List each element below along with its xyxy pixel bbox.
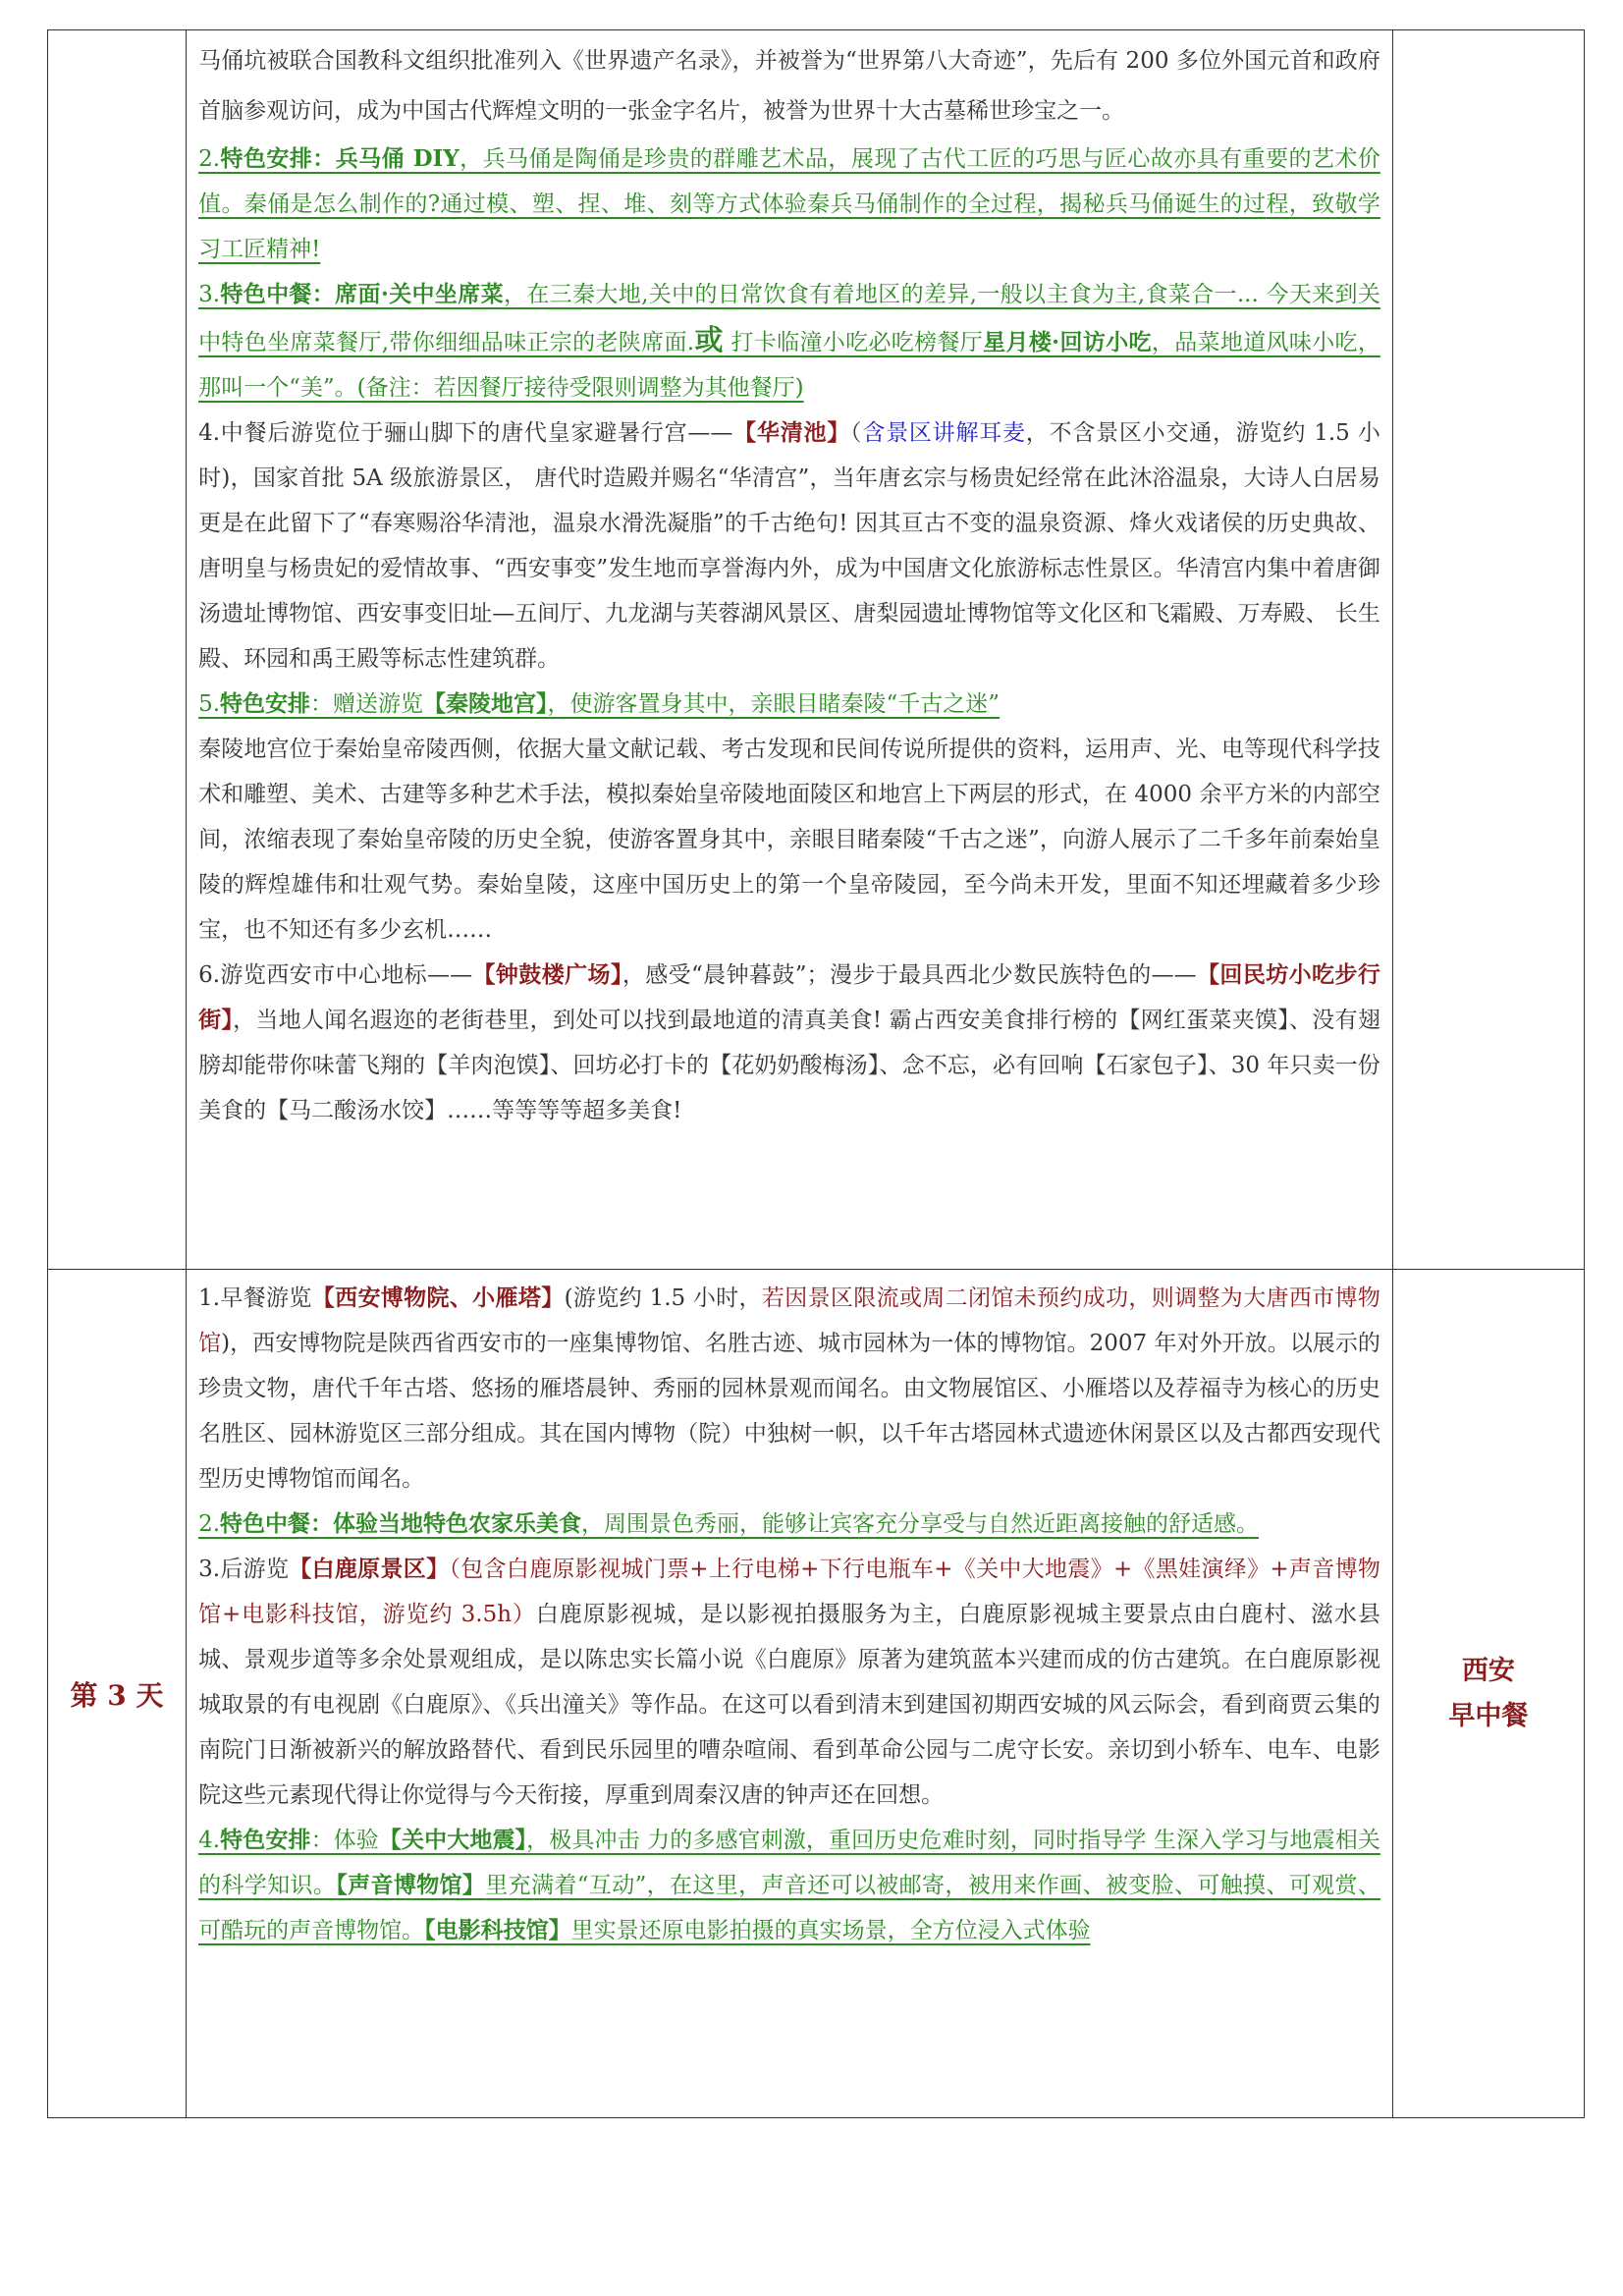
itinerary-row-day2 bbox=[48, 30, 1585, 1270]
itinerary-body-day2 bbox=[187, 30, 1393, 1270]
item-number: 2. bbox=[198, 1511, 221, 1537]
highlight-text: ，兵马俑是陶俑是珍贵的群雕艺术品，展现了古代工匠的巧思与匠心故亦具有重要的艺术价值。秦俑是怎么制作的?通过模、塑、捏、堆、刻等方式体验秦兵马俑制作的全过程，揭秘兵马俑诞生的过程，致敬学习工匠精神! bbox=[198, 146, 1380, 262]
ticket-note: （包含白鹿原影视城门票+上行电梯+下行电瓶车+《关中大地震》+《黑娃演绎》+声音博物馆+电影科技馆，游览约 3.5h） bbox=[198, 1557, 1380, 1627]
paragraph-text: 4.中餐后游览位于骊山脚下的唐代皇家避暑行宫—— bbox=[198, 420, 733, 446]
item-number: 4. bbox=[198, 1828, 221, 1853]
paragraph-text: ，当地人闻名遐迩的老街巷里，到处可以找到最地道的清真美食! 霸占西安美食排行榜的【网红蛋菜夹馍】、没有翅膀却能带你味蕾飞翔的【羊肉泡馍】、回坊必打卡的【花奶奶酸梅汤】、念不忘，必有回响【石家包子】、30 年只卖一份美食的【马二酸汤水饺】……等等等等超多美食! bbox=[198, 1008, 1380, 1123]
item-number: 5. bbox=[198, 691, 221, 717]
site-name: 【华清池】 bbox=[732, 419, 851, 446]
itinerary-row-day3 bbox=[48, 1270, 1585, 2118]
paragraph-text: 3.后游览 bbox=[198, 1557, 290, 1582]
paragraph-text: 6.游览西安市中心地标—— bbox=[198, 962, 473, 988]
site-name: 【秦陵地宫】 bbox=[423, 690, 548, 717]
highlight-text: ，在三秦大地,关中的日常饮食有着地区的差异,一般以主食为主,食菜合一... 今天来到关中特色坐席菜餐厅,带你细细品味正宗的老陕席面. bbox=[198, 282, 1380, 355]
highlight-text: 里充满着“互动”，在这里，声音还可以被邮寄，被用来作画、被变脸、可触摸、可观赏、可酷玩的声音博物馆。 bbox=[198, 1873, 1380, 1943]
highlight-text: 打卡临潼小吃必吃榜餐厅 bbox=[723, 330, 984, 355]
paragraph-text: 1.早餐游览 bbox=[198, 1285, 312, 1311]
itinerary-table bbox=[47, 29, 1585, 2118]
terracotta-intro-paragraph: 马俑坑被联合国教科文组织批准列入《世界遗产名录》，并被誉为“世界第八大奇迹”，先后有 200 多位外国元首和政府首脑参观访问，成为中国古代辉煌文明的一张金字名片，被誉为世界十大古墓稀世珍宝之一。 bbox=[198, 48, 1380, 124]
earthquake-highlight-paragraph bbox=[198, 1818, 1380, 1953]
huaqing-paragraph bbox=[198, 410, 1380, 682]
meal-cell-empty bbox=[1392, 30, 1584, 1270]
paragraph-text: （ bbox=[850, 420, 863, 446]
paragraph-text: )，西安博物院是陕西省西安市的一座集博物馆、名胜古迹、城市园林为一体的博物馆。2007 年对外开放。以展示的珍贵文物，唐代千年古塔、悠扬的雁塔晨钟、秀丽的园林景观而闻名。由文物展馆区、小雁塔以及荐福寺为核心的历史名胜区、园林游览区三部分组成。其在国内博物（院）中独树一帜，以千年古塔园林式遗迹休闲景区以及古都西安现代型历史博物馆而闻名。 bbox=[198, 1331, 1380, 1492]
guide-note: 含景区讲解耳麦 bbox=[862, 420, 1026, 446]
or-marker: 或 bbox=[694, 323, 724, 356]
itinerary-body-day3 bbox=[187, 1270, 1393, 2118]
paragraph-text: (游览约 1.5 小时， bbox=[564, 1285, 762, 1311]
meal-cell bbox=[1392, 1270, 1584, 2118]
meal-type: 早中餐 bbox=[1448, 1700, 1529, 1731]
farm-lunch-paragraph bbox=[198, 1502, 1380, 1547]
site-name: 【回民坊小吃步行街】 bbox=[198, 961, 1380, 1033]
day-cell-empty bbox=[48, 30, 187, 1270]
highlight-heading: 特色安排 bbox=[220, 1827, 311, 1853]
highlight-heading: 特色中餐：席面·关中坐席菜 bbox=[220, 281, 504, 307]
qinling-highlight-paragraph bbox=[198, 682, 1380, 727]
day-cell bbox=[48, 1270, 187, 2118]
lunch-paragraph bbox=[198, 272, 1380, 410]
paragraph-text: 白鹿原影视城，是以影视拍摄服务为主，白鹿原影视城主要景点由白鹿村、滋水县城、景观步道等多余处景观组成，是以陈忠实长篇小说《白鹿原》原著为建筑蓝本兴建而成的仿古建筑。在白鹿原影视城取景的有电视剧《白鹿原》、《兵出潼关》等作品。在这可以看到清末到建国初期西安城的风云际会，看到商贾云集的南院门日渐被新兴的解放路替代、看到民乐园里的嘈杂喧闹、看到革命公园与二虎守长安。亲切到小轿车、电车、电影院这些元素现代得让你觉得与今天衔接，厚重到周秦汉唐的钟声还在回想。 bbox=[198, 1602, 1380, 1808]
site-name: 【钟鼓楼广场】 bbox=[472, 961, 622, 988]
highlight-text: ：赠送游览 bbox=[310, 691, 424, 717]
paragraph-text: ，不含景区小交通，游览约 1.5 小时)，国家首批 5A 级旅游景区， 唐代时造殿并赐名“华清宫”，当年唐玄宗与杨贵妃经常在此沐浴温泉，大诗人白居易更是在此留下了“春寒赐浴华清池，温泉水滑洗凝脂”的千古绝句! 因其亘古不变的温泉资源、烽火戏诸侯的历史典故、唐明皇与杨贵妃的爱情故事、“西安事变”发生地而享誉海内外，成为中国唐文化旅游标志性景区。华清宫内集中着唐御汤遗址博物馆、西安事变旧址—五间厅、九龙湖与芙蓉湖风景区、唐梨园遗址博物馆等文化区和飞霜殿、万寿殿、 长生殿、环园和禹王殿等标志性建筑群。 bbox=[198, 420, 1380, 672]
site-name: 【电影科技馆】 bbox=[424, 1917, 571, 1943]
terracotta-diy-paragraph bbox=[198, 137, 1380, 272]
highlight-heading: 特色中餐：体验当地特色农家乐美食 bbox=[220, 1510, 582, 1537]
site-name: 【关中大地震】 bbox=[378, 1827, 527, 1853]
highlight-text: ，使游客置身其中，亲眼目睹秦陵“千古之迷” bbox=[547, 691, 1001, 717]
site-name: 【声音博物馆】 bbox=[336, 1872, 486, 1898]
highlight-text: 里实景还原电影拍摄的真实场景，全方位浸入式体验 bbox=[570, 1918, 1091, 1943]
day-label: 第 3 天 bbox=[70, 1678, 164, 1712]
site-name: 【西安博物院、小雁塔】 bbox=[311, 1285, 565, 1311]
item-number: 2. bbox=[198, 146, 221, 172]
highlight-text: ，周围景色秀丽，能够让宾客充分享受与自然近距离接触的舒适感。 bbox=[581, 1511, 1260, 1537]
bailuyuan-paragraph bbox=[198, 1547, 1380, 1818]
highlight-text: ：体验 bbox=[310, 1828, 379, 1853]
meal-city: 西安 bbox=[1461, 1655, 1515, 1686]
highlight-heading: 特色安排 bbox=[220, 690, 311, 717]
restaurant-name: 星月楼·回访小吃 bbox=[983, 329, 1152, 355]
museum-paragraph bbox=[198, 1276, 1380, 1502]
bell-tower-paragraph bbox=[198, 953, 1380, 1133]
site-name: 【白鹿原景区】 bbox=[289, 1556, 450, 1582]
highlight-text: ，品菜地道风味小吃，那叫一个“美”。(备注：若因餐厅接待受限则调整为其他餐厅) bbox=[198, 330, 1380, 401]
highlight-text: ，极具冲击 力的多感官刺激，重回历史危难时刻，同时指导学 生深入学习与地震相关的科学知识。 bbox=[198, 1828, 1380, 1898]
qinling-description-paragraph: 秦陵地宫位于秦始皇帝陵西侧，依据大量文献记载、考古发现和民间传说所提供的资料，运用声、光、电等现代科学技术和雕塑、美术、古建等多种艺术手法，模拟秦始皇帝陵地面陵区和地宫上下两层的形式，在 4000 余平方米的内部空间，浓缩表现了秦始皇帝陵的历史全貌，使游客置身其中，亲眼目睹秦陵“千古之迷”，向游人展示了二千多年前秦始皇陵的辉煌雄伟和壮观气势。秦始皇陵，这座中国历史上的第一个皇帝陵园，至今尚未开发，里面不知还埋藏着多少珍宝，也不知还有多少玄机…… bbox=[198, 737, 1380, 943]
item-number: 3. bbox=[198, 282, 221, 307]
highlight-heading: 特色安排：兵马俑 DIY bbox=[220, 145, 460, 172]
paragraph-text: ，感受“晨钟暮鼓”；漫步于最具西北少数民族特色的—— bbox=[622, 962, 1197, 988]
closure-note: 若因景区限流或周二闭馆未预约成功，则调整为大唐西市博物馆 bbox=[198, 1285, 1380, 1356]
